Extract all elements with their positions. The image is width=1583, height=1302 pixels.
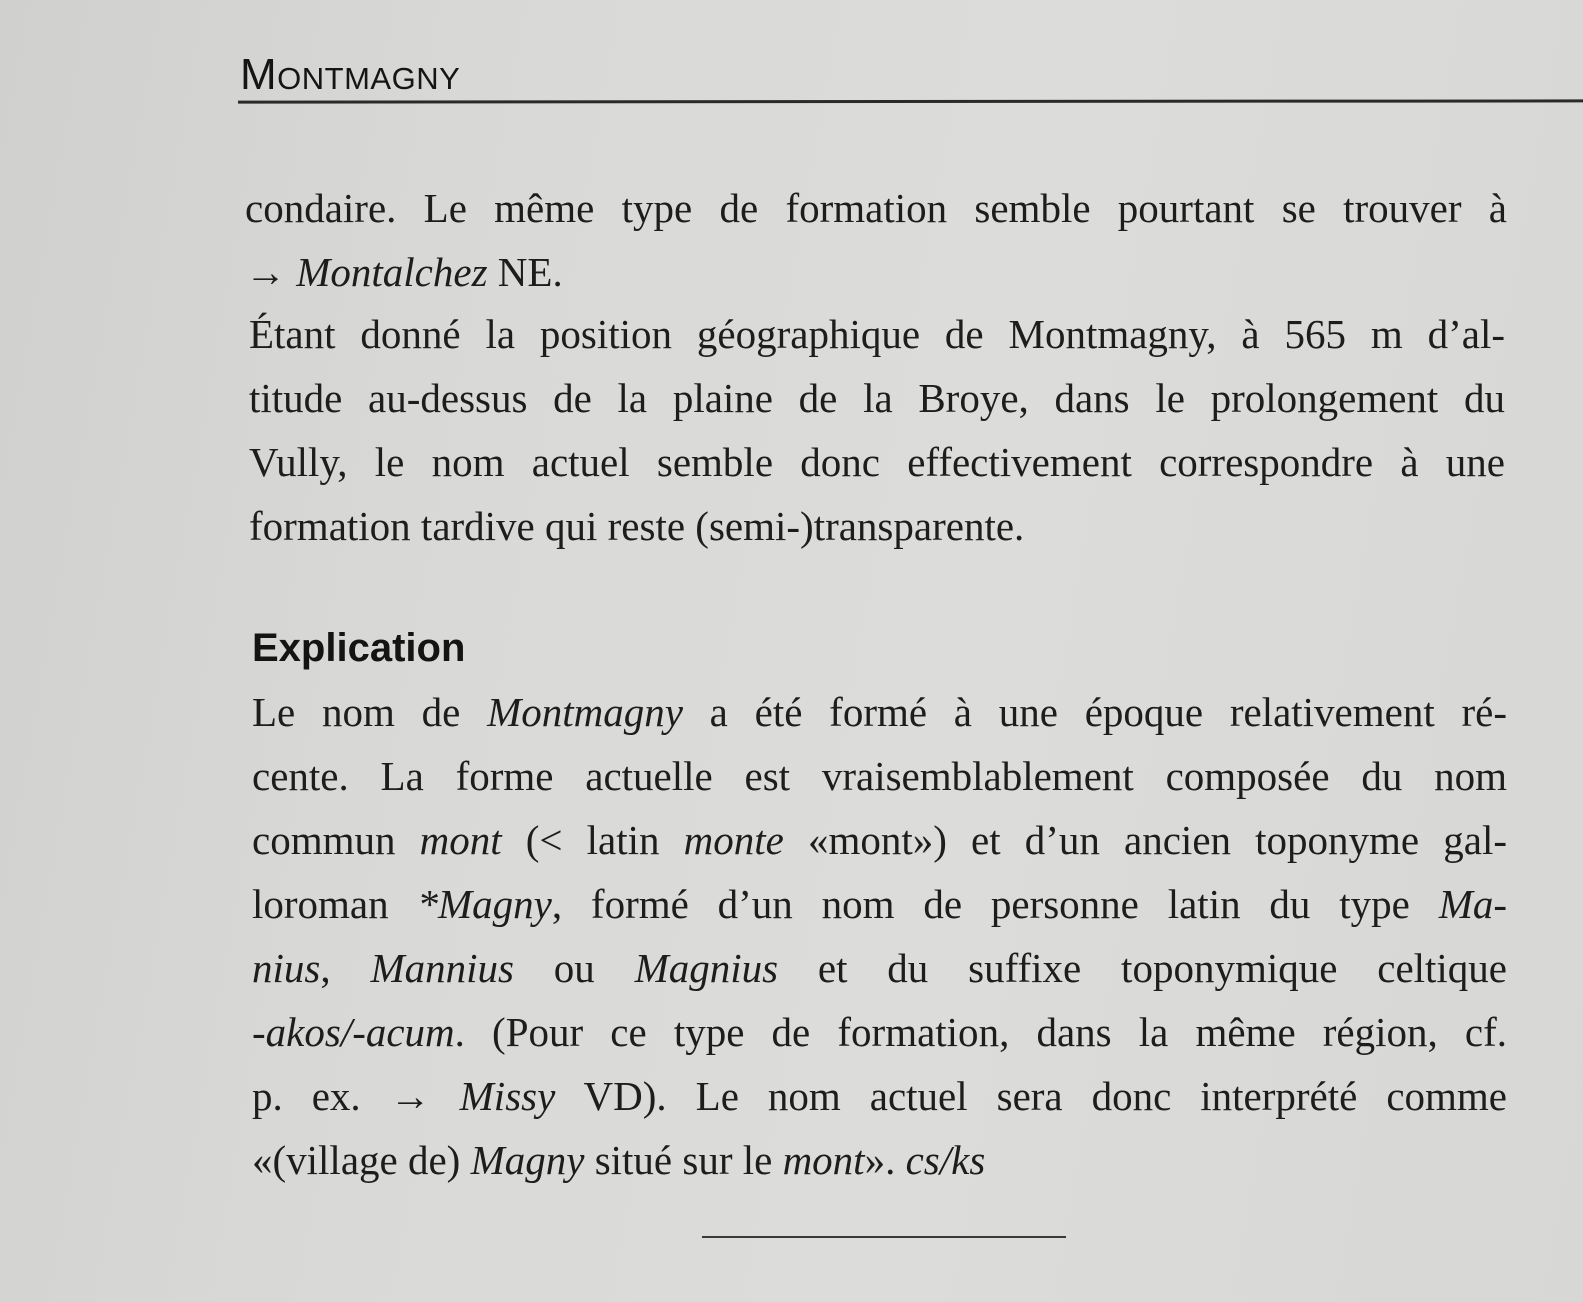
- paragraph-geography: [249, 302, 1505, 558]
- text-line: commun mont (< latin monte «mont») et d’un ancien toponyme gal-: [252, 817, 1507, 863]
- paragraph-continuation: [245, 176, 1507, 304]
- text-line: «(village de) Magny situé sur le mont». cs/ks: [252, 1137, 986, 1183]
- text-line: p. ex. → Missy VD). Le nom actuel sera donc interprété comme: [252, 1073, 1508, 1119]
- author-initials: cs/ks: [905, 1137, 986, 1183]
- text-line: -akos/-acum. (Pour ce type de formation, dans la même région, cf.: [252, 1009, 1507, 1055]
- header-rule: [238, 99, 1583, 103]
- running-header-title: Montmagny: [240, 50, 461, 99]
- text-line: condaire. Le même type de formation semble pourtant se trouver à: [245, 185, 1507, 231]
- paragraph-explication: [252, 680, 1507, 1192]
- text-line: titude au-dessus de la plaine de la Broye, dans le prolongement du: [249, 375, 1505, 421]
- text-line: → Montalchez NE.: [245, 249, 563, 295]
- text-line: cente. La forme actuelle est vraisemblablement composée du nom: [252, 753, 1507, 799]
- text-line: nius, Mannius ou Magnius et du suffixe toponymique celtique: [252, 945, 1508, 991]
- text-line: Étant donné la position géographique de Montmagny, à 565 m d’al-: [249, 311, 1505, 357]
- end-rule: [702, 1236, 1066, 1238]
- text-line: Le nom de Montmagny a été formé à une époque relativement ré-: [252, 689, 1507, 735]
- text-line: formation tardive qui reste (semi-)transparente.: [249, 503, 1025, 549]
- place-reference: Missy: [459, 1073, 556, 1119]
- section-heading-explication: Explication: [252, 626, 466, 670]
- place-reference: Montalchez: [296, 249, 488, 295]
- text-line: Vully, le nom actuel semble donc effectivement correspondre à une: [249, 439, 1505, 485]
- text-line: loroman *Magny, formé d’un nom de personne latin du type Ma-: [252, 881, 1507, 927]
